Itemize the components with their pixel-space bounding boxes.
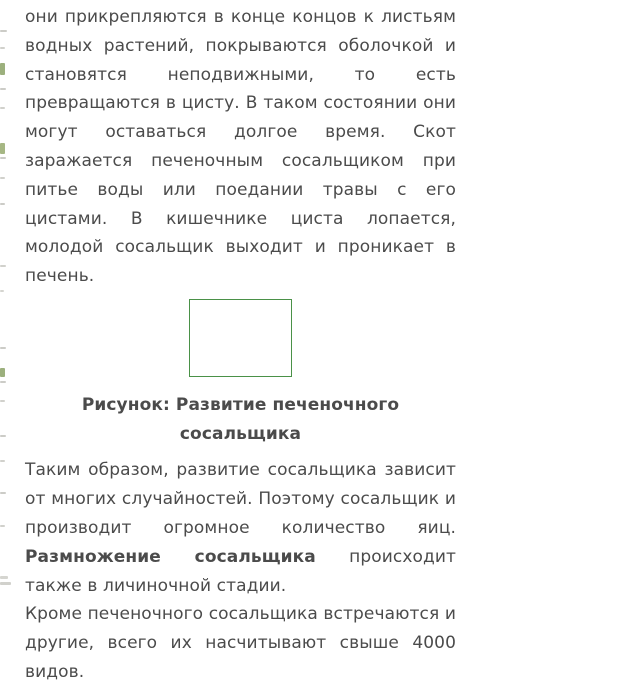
edge-fragment (0, 525, 5, 527)
paragraph-cyst-development: они прикрепляются в конце концов к листьям водных растений, покрываются оболочкой и становятся неподвижными, то есть превращаются в цисту. В таком состоянии они могут оставаться долгое время. Скот заражается печеночным сосальщиком при питье воды или поедании травы с его цистами. В кишечнике циста лопается, молодой сосальщик выходит и проникает в печень. (25, 7, 456, 287)
figure-block (25, 299, 456, 387)
edge-fragment (0, 177, 5, 179)
page-edge-fragments (0, 0, 10, 640)
figure-caption: Рисунок: Развитие печеночного сосальщика (81, 394, 400, 444)
edge-fragment (0, 492, 6, 494)
edge-fragment (0, 368, 5, 377)
paragraph-other-species: Кроме печеночного сосальщика встречаются и другие, всего их насчитывают свыше 4000 видов. (25, 604, 456, 682)
document-content (25, 3, 456, 687)
edge-fragment (0, 582, 11, 585)
edge-fragment (0, 347, 6, 349)
figure-image-placeholder (189, 299, 292, 377)
edge-fragment (0, 63, 5, 75)
edge-fragment (0, 381, 6, 383)
paragraph-reproduction-text-2: происходит также в личиночной стадии. (25, 546, 457, 596)
edge-fragment (0, 107, 5, 109)
edge-fragment (0, 157, 6, 159)
edge-fragment (0, 143, 5, 154)
edge-fragment (0, 400, 5, 402)
paragraph-reproduction-bold: Размножение сосальщика (25, 546, 316, 567)
paragraph-reproduction-text-1: Таким образом, развитие сосальщика зависит от многих случайностей. Поэтому сосальщик и производит огромное количество яиц. (25, 460, 456, 538)
edge-fragment (0, 265, 6, 267)
edge-fragment (0, 88, 6, 90)
edge-fragment (0, 435, 6, 437)
edge-fragment (0, 460, 5, 462)
edge-fragment (0, 203, 5, 205)
paragraph-reproduction (25, 456, 456, 600)
edge-fragment (0, 290, 4, 292)
edge-fragment (0, 30, 7, 32)
edge-fragment (0, 576, 8, 579)
edge-fragment (0, 47, 5, 49)
